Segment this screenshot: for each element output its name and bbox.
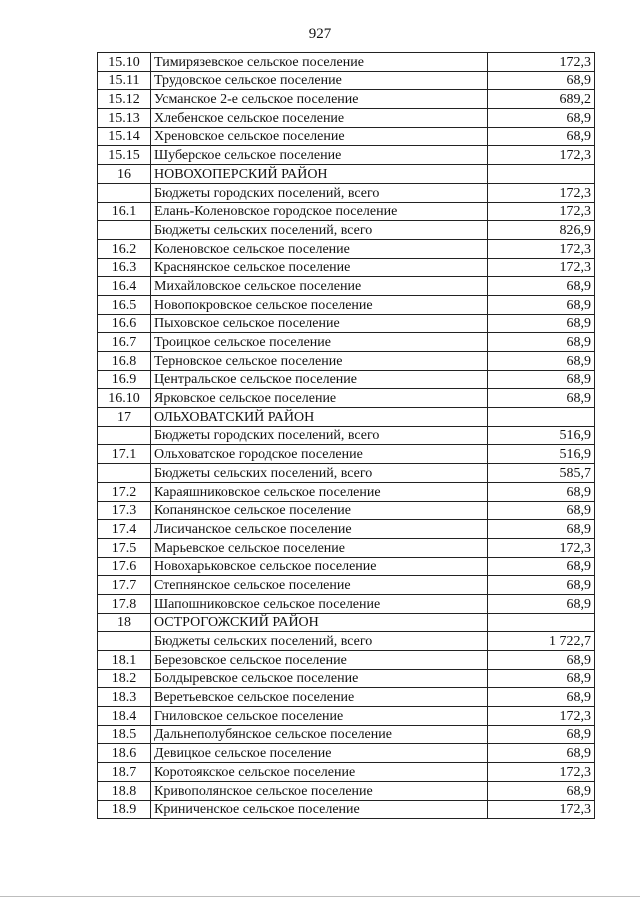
- row-amount: 172,3: [488, 239, 595, 258]
- row-number: 18: [98, 613, 151, 632]
- row-name: Троицкое сельское поселение: [151, 333, 488, 352]
- row-amount: 172,3: [488, 202, 595, 221]
- row-number: 16.4: [98, 277, 151, 296]
- row-amount: 172,3: [488, 800, 595, 819]
- row-amount: 68,9: [488, 576, 595, 595]
- table-row: [98, 594, 595, 613]
- row-name: Гниловское сельское поселение: [151, 707, 488, 726]
- table-row: [98, 800, 595, 819]
- row-amount: 68,9: [488, 370, 595, 389]
- row-amount: 172,3: [488, 258, 595, 277]
- row-name: Бюджеты сельских поселений, всего: [151, 464, 488, 483]
- table-row: [98, 688, 595, 707]
- row-amount: 68,9: [488, 781, 595, 800]
- row-name: ОЛЬХОВАТСКИЙ РАЙОН: [151, 408, 488, 427]
- row-name: Терновское сельское поселение: [151, 352, 488, 371]
- row-number: 15.13: [98, 109, 151, 128]
- table-row: [98, 183, 595, 202]
- row-number: 15.14: [98, 127, 151, 146]
- row-amount: 516,9: [488, 445, 595, 464]
- row-number: 16.10: [98, 389, 151, 408]
- row-amount: 68,9: [488, 71, 595, 90]
- table-row: [98, 90, 595, 109]
- table-row: [98, 370, 595, 389]
- table-row: [98, 482, 595, 501]
- table-row: [98, 538, 595, 557]
- row-name: Хлебенское сельское поселение: [151, 109, 488, 128]
- row-name: Веретьевское сельское поселение: [151, 688, 488, 707]
- district-row: [98, 165, 595, 184]
- row-name: Степнянское сельское поселение: [151, 576, 488, 595]
- row-number: 18.3: [98, 688, 151, 707]
- table-row: [98, 202, 595, 221]
- row-amount: 826,9: [488, 221, 595, 240]
- row-amount: 68,9: [488, 501, 595, 520]
- row-name: Криниченское сельское поселение: [151, 800, 488, 819]
- row-amount: 68,9: [488, 557, 595, 576]
- row-number: 16.6: [98, 314, 151, 333]
- row-number: 18.7: [98, 763, 151, 782]
- row-amount: 68,9: [488, 688, 595, 707]
- table-row: [98, 295, 595, 314]
- table-row: [98, 314, 595, 333]
- row-number: 18.1: [98, 651, 151, 670]
- row-amount: 68,9: [488, 389, 595, 408]
- row-number: [98, 426, 151, 445]
- row-name: Хреновское сельское поселение: [151, 127, 488, 146]
- row-name: Трудовское сельское поселение: [151, 71, 488, 90]
- row-name: Бюджеты сельских поселений, всего: [151, 632, 488, 651]
- table-row: [98, 53, 595, 72]
- row-number: 18.8: [98, 781, 151, 800]
- table-row: [98, 221, 595, 240]
- row-name: Усманское 2-е сельское поселение: [151, 90, 488, 109]
- row-name: Бюджеты сельских поселений, всего: [151, 221, 488, 240]
- row-number: 18.9: [98, 800, 151, 819]
- row-number: 17.4: [98, 520, 151, 539]
- table-row: [98, 501, 595, 520]
- page-number: 927: [308, 26, 332, 42]
- row-number: 16.7: [98, 333, 151, 352]
- row-amount: 172,3: [488, 146, 595, 165]
- row-amount: 68,9: [488, 333, 595, 352]
- row-number: [98, 221, 151, 240]
- table-row: [98, 258, 595, 277]
- row-number: 16.8: [98, 352, 151, 371]
- row-number: 16: [98, 165, 151, 184]
- table-row: [98, 725, 595, 744]
- row-number: 16.5: [98, 295, 151, 314]
- row-amount: 585,7: [488, 464, 595, 483]
- row-amount: 172,3: [488, 707, 595, 726]
- row-number: 18.4: [98, 707, 151, 726]
- row-name: Елань-Коленовское городское поселение: [151, 202, 488, 221]
- budget-table: [97, 52, 595, 819]
- row-number: 17.5: [98, 538, 151, 557]
- row-name: Березовское сельское поселение: [151, 651, 488, 670]
- table-row: [98, 464, 595, 483]
- row-name: Коленовское сельское поселение: [151, 239, 488, 258]
- row-name: НОВОХОПЕРСКИЙ РАЙОН: [151, 165, 488, 184]
- table-row: [98, 333, 595, 352]
- table-row: [98, 426, 595, 445]
- row-name: Копанянское сельское поселение: [151, 501, 488, 520]
- row-name: ОСТРОГОЖСКИЙ РАЙОН: [151, 613, 488, 632]
- row-amount: [488, 613, 595, 632]
- row-amount: 68,9: [488, 277, 595, 296]
- row-name: Караяшниковское сельское поселение: [151, 482, 488, 501]
- row-amount: 516,9: [488, 426, 595, 445]
- table-row: [98, 146, 595, 165]
- row-name: Марьевское сельское поселение: [151, 538, 488, 557]
- row-number: 15.15: [98, 146, 151, 165]
- row-amount: 172,3: [488, 183, 595, 202]
- row-name: Краснянское сельское поселение: [151, 258, 488, 277]
- row-number: 18.5: [98, 725, 151, 744]
- district-row: [98, 408, 595, 427]
- row-amount: 689,2: [488, 90, 595, 109]
- table-row: [98, 707, 595, 726]
- row-amount: 68,9: [488, 352, 595, 371]
- table-row: [98, 632, 595, 651]
- row-amount: 68,9: [488, 594, 595, 613]
- row-amount: 68,9: [488, 744, 595, 763]
- row-name: Бюджеты городских поселений, всего: [151, 183, 488, 202]
- row-number: 16.9: [98, 370, 151, 389]
- row-number: 17.7: [98, 576, 151, 595]
- row-number: [98, 183, 151, 202]
- table-row: [98, 127, 595, 146]
- row-amount: [488, 165, 595, 184]
- scan-artifact-line: [0, 896, 640, 897]
- row-number: 17.1: [98, 445, 151, 464]
- row-number: 18.2: [98, 669, 151, 688]
- row-name: Ольховатское городское поселение: [151, 445, 488, 464]
- row-amount: 68,9: [488, 482, 595, 501]
- row-name: Новопокровское сельское поселение: [151, 295, 488, 314]
- table-row: [98, 651, 595, 670]
- table-row: [98, 109, 595, 128]
- row-amount: 68,9: [488, 109, 595, 128]
- row-number: [98, 632, 151, 651]
- table-row: [98, 669, 595, 688]
- row-name: Лисичанское сельское поселение: [151, 520, 488, 539]
- row-number: 15.12: [98, 90, 151, 109]
- table-row: [98, 520, 595, 539]
- row-name: Шапошниковское сельское поселение: [151, 594, 488, 613]
- row-number: 17.6: [98, 557, 151, 576]
- row-name: Бюджеты городских поселений, всего: [151, 426, 488, 445]
- row-number: 17.8: [98, 594, 151, 613]
- row-name: Болдыревское сельское поселение: [151, 669, 488, 688]
- row-number: 16.3: [98, 258, 151, 277]
- row-amount: 68,9: [488, 314, 595, 333]
- row-number: 16.1: [98, 202, 151, 221]
- row-number: 16.2: [98, 239, 151, 258]
- row-amount: 172,3: [488, 53, 595, 72]
- row-amount: 172,3: [488, 538, 595, 557]
- row-amount: 172,3: [488, 763, 595, 782]
- row-number: 17.3: [98, 501, 151, 520]
- row-number: 17: [98, 408, 151, 427]
- district-row: [98, 613, 595, 632]
- row-number: 17.2: [98, 482, 151, 501]
- row-name: Дальнеполубянское сельское поселение: [151, 725, 488, 744]
- row-name: Михайловское сельское поселение: [151, 277, 488, 296]
- row-amount: 68,9: [488, 651, 595, 670]
- row-name: Кривополянское сельское поселение: [151, 781, 488, 800]
- row-amount: 68,9: [488, 127, 595, 146]
- table-row: [98, 763, 595, 782]
- row-number: [98, 464, 151, 483]
- table-row: [98, 277, 595, 296]
- row-amount: 68,9: [488, 669, 595, 688]
- table-row: [98, 239, 595, 258]
- budget-table-body: [98, 53, 595, 819]
- row-amount: 1 722,7: [488, 632, 595, 651]
- row-name: Новохарьковское сельское поселение: [151, 557, 488, 576]
- row-name: Коротоякское сельское поселение: [151, 763, 488, 782]
- row-amount: 68,9: [488, 295, 595, 314]
- row-number: 15.10: [98, 53, 151, 72]
- row-number: 15.11: [98, 71, 151, 90]
- table-row: [98, 744, 595, 763]
- table-row: [98, 71, 595, 90]
- row-name: Тимирязевское сельское поселение: [151, 53, 488, 72]
- row-amount: 68,9: [488, 725, 595, 744]
- row-name: Пыховское сельское поселение: [151, 314, 488, 333]
- row-name: Шуберское сельское поселение: [151, 146, 488, 165]
- table-row: [98, 352, 595, 371]
- table-row: [98, 389, 595, 408]
- row-amount: 68,9: [488, 520, 595, 539]
- row-name: Девицкое сельское поселение: [151, 744, 488, 763]
- row-name: Ярковское сельское поселение: [151, 389, 488, 408]
- table-row: [98, 781, 595, 800]
- table-row: [98, 576, 595, 595]
- table-row: [98, 445, 595, 464]
- table-row: [98, 557, 595, 576]
- row-amount: [488, 408, 595, 427]
- row-number: 18.6: [98, 744, 151, 763]
- row-name: Центральское сельское поселение: [151, 370, 488, 389]
